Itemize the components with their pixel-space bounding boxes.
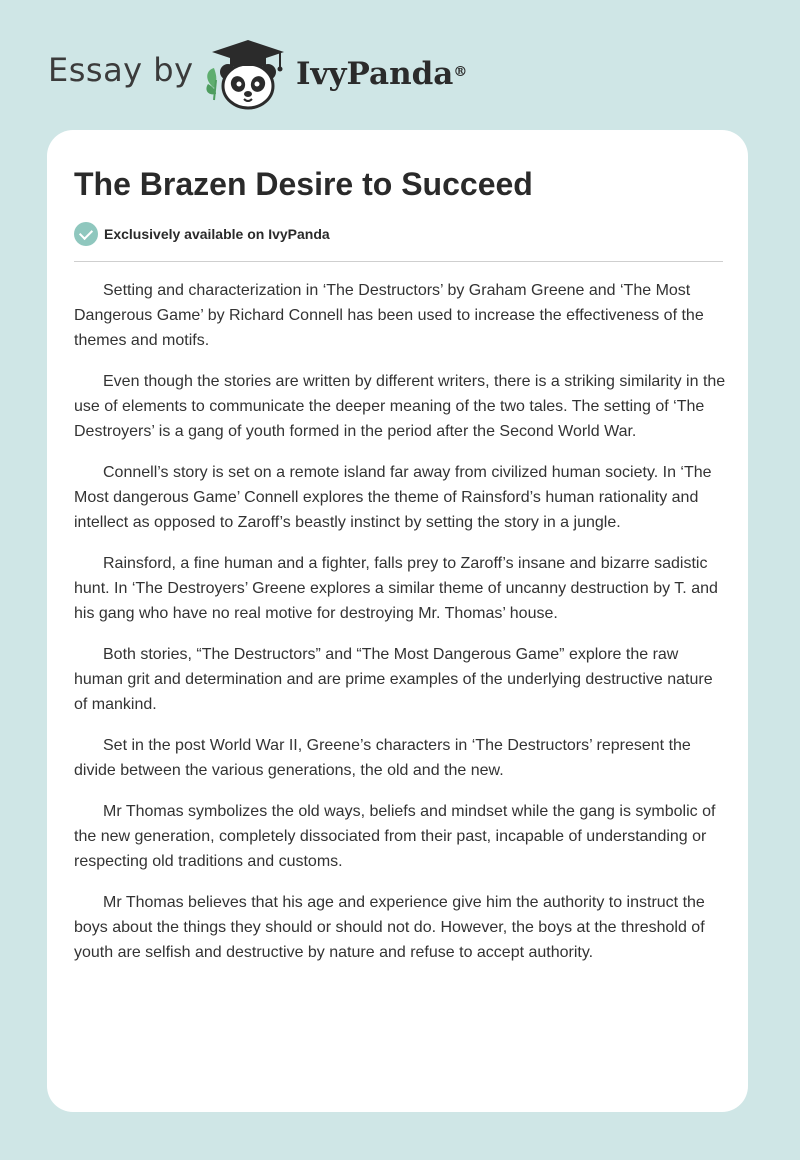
essay-card xyxy=(47,130,748,1112)
check-circle-icon xyxy=(74,222,98,246)
essay-paragraph: Both stories, “The Destructors” and “The Most Dangerous Game” explore the raw human grit and determination and are prime examples of the underlying destructive nature of mankind. xyxy=(74,646,713,713)
essay-paragraph: Mr Thomas believes that his age and experience give him the authority to instruct the boys about the things they should or should not do. However, the boys at the threshold of youth are selfish and destructive by nature and refuse to accept authority. xyxy=(74,894,705,961)
essay-by-label: Essay by xyxy=(48,51,194,89)
site-header xyxy=(0,0,800,120)
essay-paragraph: Mr Thomas symbolizes the old ways, beliefs and mindset while the gang is symbolic of the new generation, completely dissociated from their past, incapable of understanding or respecting old traditions and customs. xyxy=(74,803,716,870)
exclusive-badge-label: Exclusively available on IvyPanda xyxy=(104,226,330,242)
essay-title: The Brazen Desire to Succeed xyxy=(74,166,533,202)
essay-paragraph: Set in the post World War II, Greene’s characters in ‘The Destructors’ represent the divide between the various generations, the old and the new. xyxy=(74,737,691,779)
ivy-leaf-icon xyxy=(206,68,216,100)
essay-paragraph: Rainsford, a fine human and a fighter, falls prey to Zaroff’s insane and bizarre sadistic hunt. In ‘The Destroyers’ Greene explores a similar theme of uncanny destruction by T. and his gang who have no real motive for destroying Mr. Thomas’ house. xyxy=(74,555,718,622)
essay-paragraph: Connell’s story is set on a remote island far away from civilized human society. In ‘The Most dangerous Game’ Connell explores the theme of Rainsford’s human rationality and intellect as opposed to Zaroff’s beastly instinct by setting the story in a jungle. xyxy=(74,464,712,531)
brand-name[interactable] xyxy=(296,54,467,94)
panda-graduate-icon[interactable] xyxy=(200,36,290,110)
brand-text: IvyPanda xyxy=(296,56,454,92)
essay-body xyxy=(74,278,728,981)
registered-mark: ® xyxy=(453,64,468,80)
essay-paragraph: Setting and characterization in ‘The Destructors’ by Graham Greene and ‘The Most Dangerous Game’ by Richard Connell has been used to increase the effectiveness of the themes and motifs. xyxy=(74,282,704,349)
title-divider xyxy=(74,261,723,262)
exclusive-badge xyxy=(74,222,330,246)
essay-paragraph: Even though the stories are written by different writers, there is a striking similarity in the use of elements to communicate the deeper meaning of the two tales. The setting of ‘The Destroyers’ is a gang of youth formed in the period after the Second World War. xyxy=(74,373,726,440)
